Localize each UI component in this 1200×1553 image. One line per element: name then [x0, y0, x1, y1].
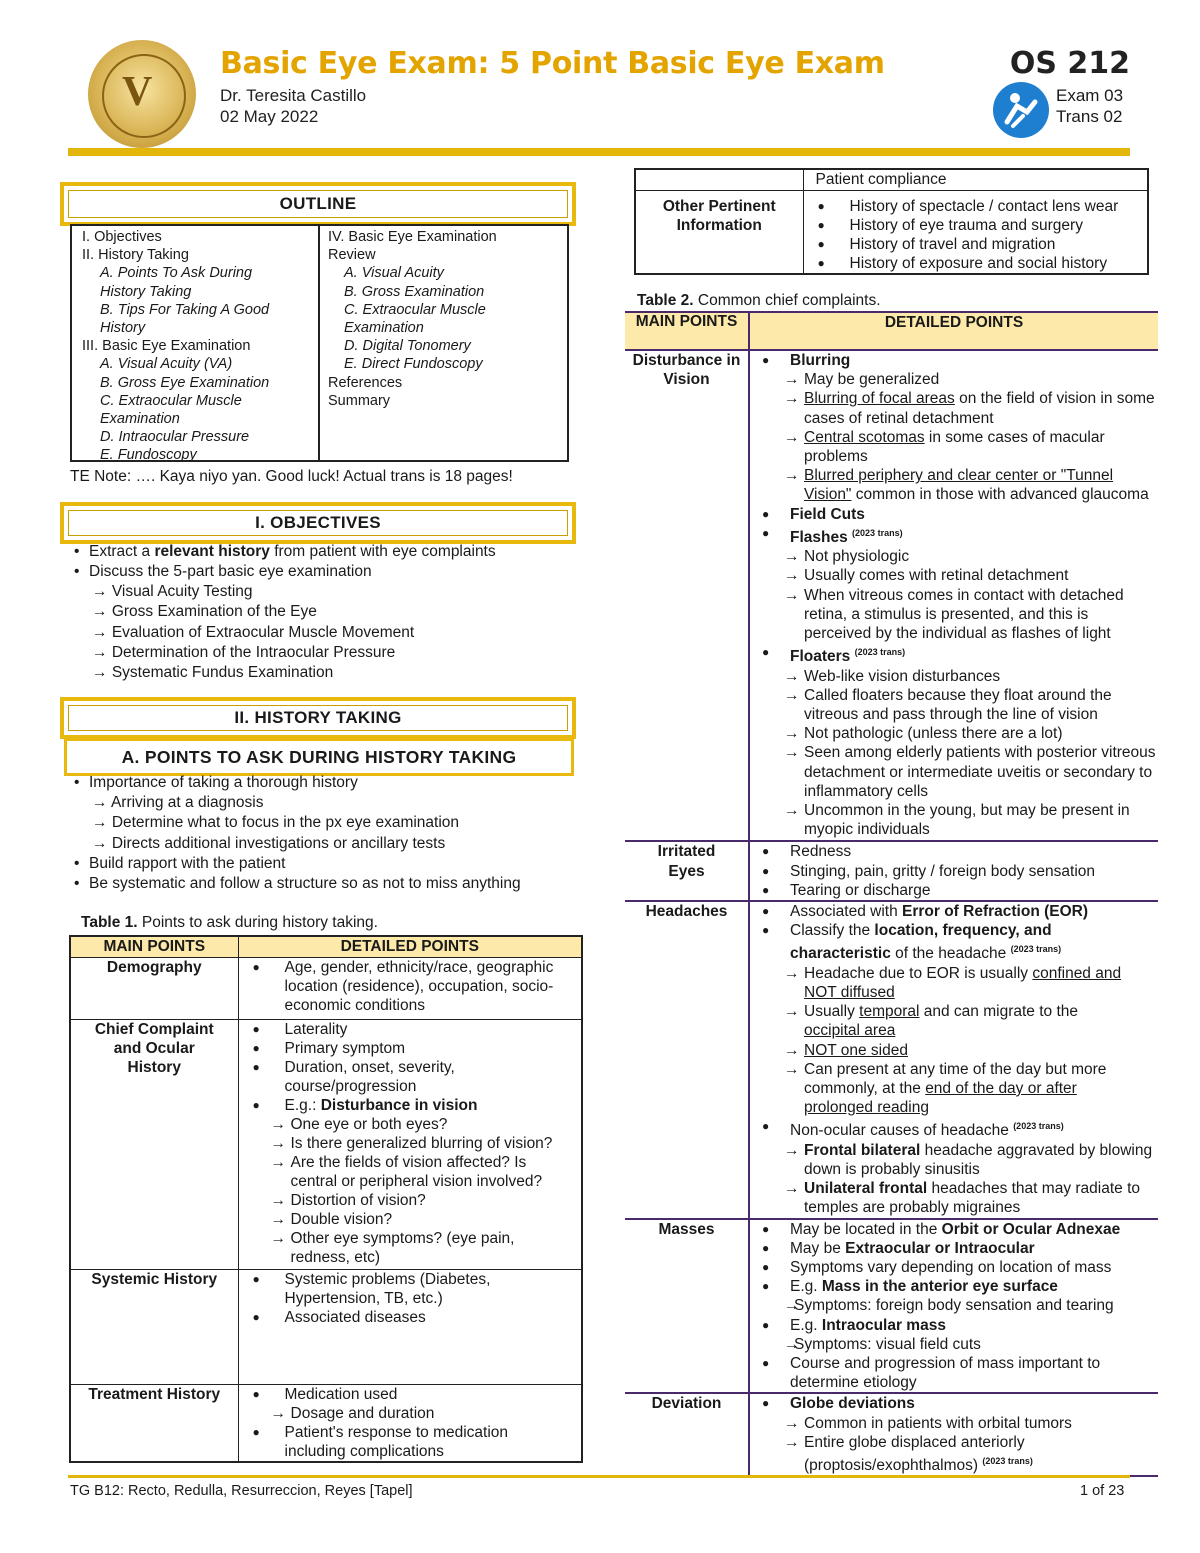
table2-bullet: ● E.g. Mass in the anterior eye surface — [750, 1277, 1158, 1296]
table1-row-label: Chief Complaint and Ocular History — [70, 1020, 238, 1270]
outline-item: A. Visual Acuity (VA) — [100, 356, 233, 373]
table2-arrow-item: → Blurred periphery and clear center or "Tunnel Vision" common in those with advanced glaucoma — [750, 466, 1158, 504]
objective-arrow-item: → Visual Acuity Testing — [92, 583, 253, 600]
table1-arrow-item: → Are the fields of vision affected? Is central or peripheral vision involved? — [239, 1153, 582, 1191]
outline-item: Summary — [328, 392, 391, 409]
table1-bullet: ● Patient's response to medication including complications — [239, 1423, 582, 1461]
outline-item: History Taking — [100, 283, 192, 300]
table2-bullet: ● Flashes $^{(2023 trans)}$ — [750, 524, 1158, 547]
table2-arrow-item: → Common in patients with orbital tumors — [750, 1414, 1158, 1433]
table2-arrow-item: → When vitreous comes in contact with detached retina, a stimulus is presented, and this is perceived by the individual as flashes of light — [750, 586, 1158, 644]
table1-caption: Table 1. Points to ask during history taking. — [81, 914, 378, 931]
table2-arrow-item: → Central scotomas in some cases of macular problems — [750, 428, 1158, 466]
outline-item: B. Gross Eye Examination — [100, 374, 270, 391]
table2-arrow-item: → Blurring of focal areas on the field of vision in some cases of retinal detachment — [750, 389, 1158, 427]
table2-row-label: Masses — [625, 1219, 749, 1394]
table2-arrow-item: → Seen among elderly patients with posterior vitreous detachment or intermediate uveitis or secondary to inflammatory cells — [750, 743, 1158, 801]
outline-item: IV. Basic Eye Examination — [328, 229, 497, 245]
table1-arrow-item: → Dosage and duration — [239, 1404, 582, 1423]
table2-bullet: ● Blurring — [750, 351, 1158, 370]
table1-col2-header: DETAILED POINTS — [238, 936, 582, 958]
table2-col1-header: MAIN POINTS — [625, 312, 749, 350]
outline-item: B. Tips For Taking A Good — [100, 301, 270, 318]
points-subheading: A. POINTS TO ASK DURING HISTORY TAKING — [64, 738, 574, 776]
document-date: 02 May 2022 — [220, 107, 319, 126]
objective-bullet: • Extract a relevant history from patient with eye complaints — [89, 543, 496, 561]
outline-right-column — [328, 228, 497, 460]
course-logo-icon — [993, 82, 1049, 138]
table1-arrow-item: → Distortion of vision? — [239, 1191, 582, 1210]
table1-bullet: ● Associated diseases — [239, 1308, 582, 1327]
table1-arrow-item: → One eye or both eyes? — [239, 1115, 582, 1134]
outline-item: A. Points To Ask During — [100, 265, 253, 282]
history-bullet: • Importance of taking a thorough history — [89, 774, 358, 792]
document-title: Basic Eye Exam: 5 Point Basic Eye Exam — [220, 46, 885, 81]
outline-item: History — [100, 320, 146, 337]
outline-left-column — [82, 228, 270, 464]
history-heading: II. HISTORY TAKING — [68, 705, 568, 731]
outline-item: II. History Taking — [82, 247, 189, 264]
table2-arrow-item: → Entire globe displaced anteriorly (proptosis/exophthalmos) $^{(2023 trans)}$ — [750, 1433, 1158, 1476]
table2-arrow-item: → Can present at any time of the day but more commonly, at the end of the day or after prolonged reading — [750, 1060, 1158, 1118]
table2-arrow-item: → Usually comes with retinal detachment — [750, 566, 1158, 585]
outline-table — [70, 224, 569, 462]
outline-item: B. Gross Examination — [344, 283, 485, 300]
header-divider — [68, 148, 1130, 156]
table2-arrow-item: → Symptoms: foreign body sensation and tearing — [750, 1296, 1158, 1315]
table2-bullet: ● Associated with Error of Refraction (EOR) — [750, 902, 1158, 921]
table2-bullet: ● Globe deviations — [750, 1394, 1158, 1413]
table2-bullet: ● Non-ocular causes of headache $^{(2023 trans)}$ — [750, 1117, 1158, 1140]
table2-row-label: Deviation — [625, 1393, 749, 1476]
table2-arrow-item: → Not pathologic (unless there are a lot) — [750, 724, 1158, 743]
table2-arrow-item: → Frontal bilateral headache aggravated by blowing down is probably sinusitis — [750, 1141, 1158, 1179]
table1-bullet: ● Systemic problems (Diabetes, Hypertension, TB, etc.) — [239, 1270, 582, 1308]
objectives-heading-box — [60, 502, 576, 544]
table2-bullet: ● Tearing or discharge — [750, 881, 1158, 900]
other-info-table — [634, 168, 1149, 275]
table0-bullet: ● History of travel and migration — [804, 235, 1148, 254]
outline-item: E. Fundoscopy — [100, 447, 197, 464]
objectives-heading: I. OBJECTIVES — [68, 510, 568, 536]
table1-bullet: ● Duration, onset, severity, course/progression — [239, 1058, 582, 1096]
outline-item: A. Visual Acuity — [344, 265, 444, 282]
table1-arrow-item: → Is there generalized blurring of vision? — [239, 1134, 582, 1153]
outline-item: D. Digital Tonomery — [344, 338, 471, 355]
table0-bullet: ● History of exposure and social history — [804, 254, 1148, 273]
table2-arrow-item: → Not physiologic — [750, 547, 1158, 566]
footer-divider — [68, 1475, 1130, 1478]
page-number: 1 of 23 — [1080, 1483, 1125, 1499]
outline-item: I. Objectives — [82, 229, 162, 245]
table2-bullet: ● Symptoms vary depending on location of mass — [750, 1258, 1158, 1277]
table1-col1-header: MAIN POINTS — [70, 936, 238, 958]
table2-arrow-item: → Symptoms: visual field cuts — [750, 1335, 1158, 1354]
table2-arrow-item: → Called floaters because they float around the vitreous and pass through the line of vision — [750, 686, 1158, 724]
table2-arrow-item: → Headache due to EOR is usually confined and NOT diffused — [750, 964, 1158, 1002]
table1-bullet: ● Primary symptom — [239, 1039, 582, 1058]
exam-number: Exam 03 — [1056, 86, 1124, 105]
table1-row-label: Demography — [70, 958, 238, 1020]
table2-bullet: ● E.g. Intraocular mass — [750, 1316, 1158, 1335]
school-seal-logo: V — [88, 40, 196, 148]
outline-heading-box — [60, 182, 576, 226]
table2-bullet: ● Classify the location, frequency, and characteristic of the headache $^{(2023 trans)}$ — [750, 921, 1158, 964]
history-bullet: • Build rapport with the patient — [89, 855, 285, 873]
outline-item: Examination — [100, 411, 180, 428]
table2-caption: Table 2. Common chief complaints. — [637, 292, 881, 309]
history-bullet: • Be systematic and follow a structure so as not to miss anything — [89, 875, 521, 893]
table0-bullet: ● History of eye trauma and surgery — [804, 216, 1148, 235]
table2-arrow-item: → Web-like vision disturbances — [750, 667, 1158, 686]
table2-bullet: ● Floaters $^{(2023 trans)}$ — [750, 643, 1158, 666]
table1-arrow-item: → Double vision? — [239, 1210, 582, 1229]
table2-bullet: ● May be Extraocular or Intraocular — [750, 1239, 1158, 1258]
table1-row-label: Treatment History — [70, 1385, 238, 1463]
history-heading-box — [60, 697, 576, 739]
patient-compliance: Patient compliance — [803, 169, 1148, 191]
table2-row-label: Disturbance in Vision — [625, 350, 749, 841]
objective-arrow-item: → Evaluation of Extraocular Muscle Movement — [92, 624, 415, 641]
outline-item: C. Extraocular Muscle — [344, 301, 486, 318]
table2-bullet: ● Stinging, pain, gritty / foreign body sensation — [750, 862, 1158, 881]
table1-arrow-item: → Other eye symptoms? (eye pain, redness, etc) — [239, 1229, 582, 1267]
table2-bullet: ● May be located in the Orbit or Ocular Adnexae — [750, 1220, 1158, 1239]
table2-arrow-item: → Unilateral frontal headaches that may radiate to temples are probably migraines — [750, 1179, 1158, 1217]
table2-bullet: ● Redness — [750, 842, 1158, 861]
table2-bullet: ● Course and progression of mass important to determine etiology — [750, 1354, 1158, 1392]
outline-item: Examination — [344, 320, 424, 337]
table2 — [625, 311, 1158, 1477]
footer-authors: TG B12: Recto, Redulla, Resurreccion, Reyes [Tapel] — [70, 1483, 413, 1499]
table1-bullet: ● E.g.: Disturbance in vision — [239, 1096, 582, 1115]
table2-bullet: ● Field Cuts — [750, 505, 1158, 524]
table1-row-label: Systemic History — [70, 1270, 238, 1385]
table2-arrow-item: → Usually temporal and can migrate to the occipital area — [750, 1002, 1158, 1040]
objective-bullet: • Discuss the 5-part basic eye examination — [89, 563, 372, 581]
table2-arrow-item: → NOT one sided — [750, 1041, 1158, 1060]
outline-item: References — [328, 374, 403, 391]
table2-row-label: Irritated Eyes — [625, 841, 749, 901]
history-arrow-item: → Directs additional investigations or ancillary tests — [92, 835, 446, 852]
table2-arrow-item: → Uncommon in the young, but may be present in myopic individuals — [750, 801, 1158, 839]
objective-arrow-item: → Systematic Fundus Examination — [92, 664, 334, 681]
table2-col2-header: DETAILED POINTS — [749, 312, 1158, 350]
table1 — [69, 935, 583, 1463]
outline-item: D. Intraocular Pressure — [100, 429, 250, 446]
history-arrow-item: → Determine what to focus in the px eye examination — [92, 814, 460, 831]
table0-row-label: Other Pertinent Information — [635, 191, 803, 275]
table2-arrow-item: → May be generalized — [750, 370, 1158, 389]
objective-arrow-item: → Gross Examination of the Eye — [92, 603, 317, 620]
outline-item: Review — [328, 247, 376, 264]
table1-bullet: ● Age, gender, ethnicity/race, geographic location (residence), occupation, socio-economic conditions — [239, 958, 582, 1015]
outline-item: E. Direct Fundoscopy — [344, 356, 483, 373]
document-author: Dr. Teresita Castillo — [220, 86, 367, 105]
history-arrow-item: → Arriving at a diagnosis — [92, 794, 264, 811]
table2-row-label: Headaches — [625, 901, 749, 1219]
table1-bullet: ● Laterality — [239, 1020, 582, 1039]
table0-bullet: ● History of spectacle / contact lens wear — [804, 197, 1148, 216]
course-code: OS 212 — [1009, 46, 1130, 81]
outline-item: III. Basic Eye Examination — [82, 338, 251, 355]
outline-item: C. Extraocular Muscle — [100, 392, 242, 409]
table1-bullet: ● Medication used — [239, 1385, 582, 1404]
trans-number: Trans 02 — [1056, 107, 1123, 126]
outline-heading: OUTLINE — [68, 190, 568, 218]
objective-arrow-item: → Determination of the Intraocular Pressure — [92, 644, 396, 661]
te-note: TE Note: …. Kaya niyo yan. Good luck! Actual trans is 18 pages! — [70, 468, 513, 485]
